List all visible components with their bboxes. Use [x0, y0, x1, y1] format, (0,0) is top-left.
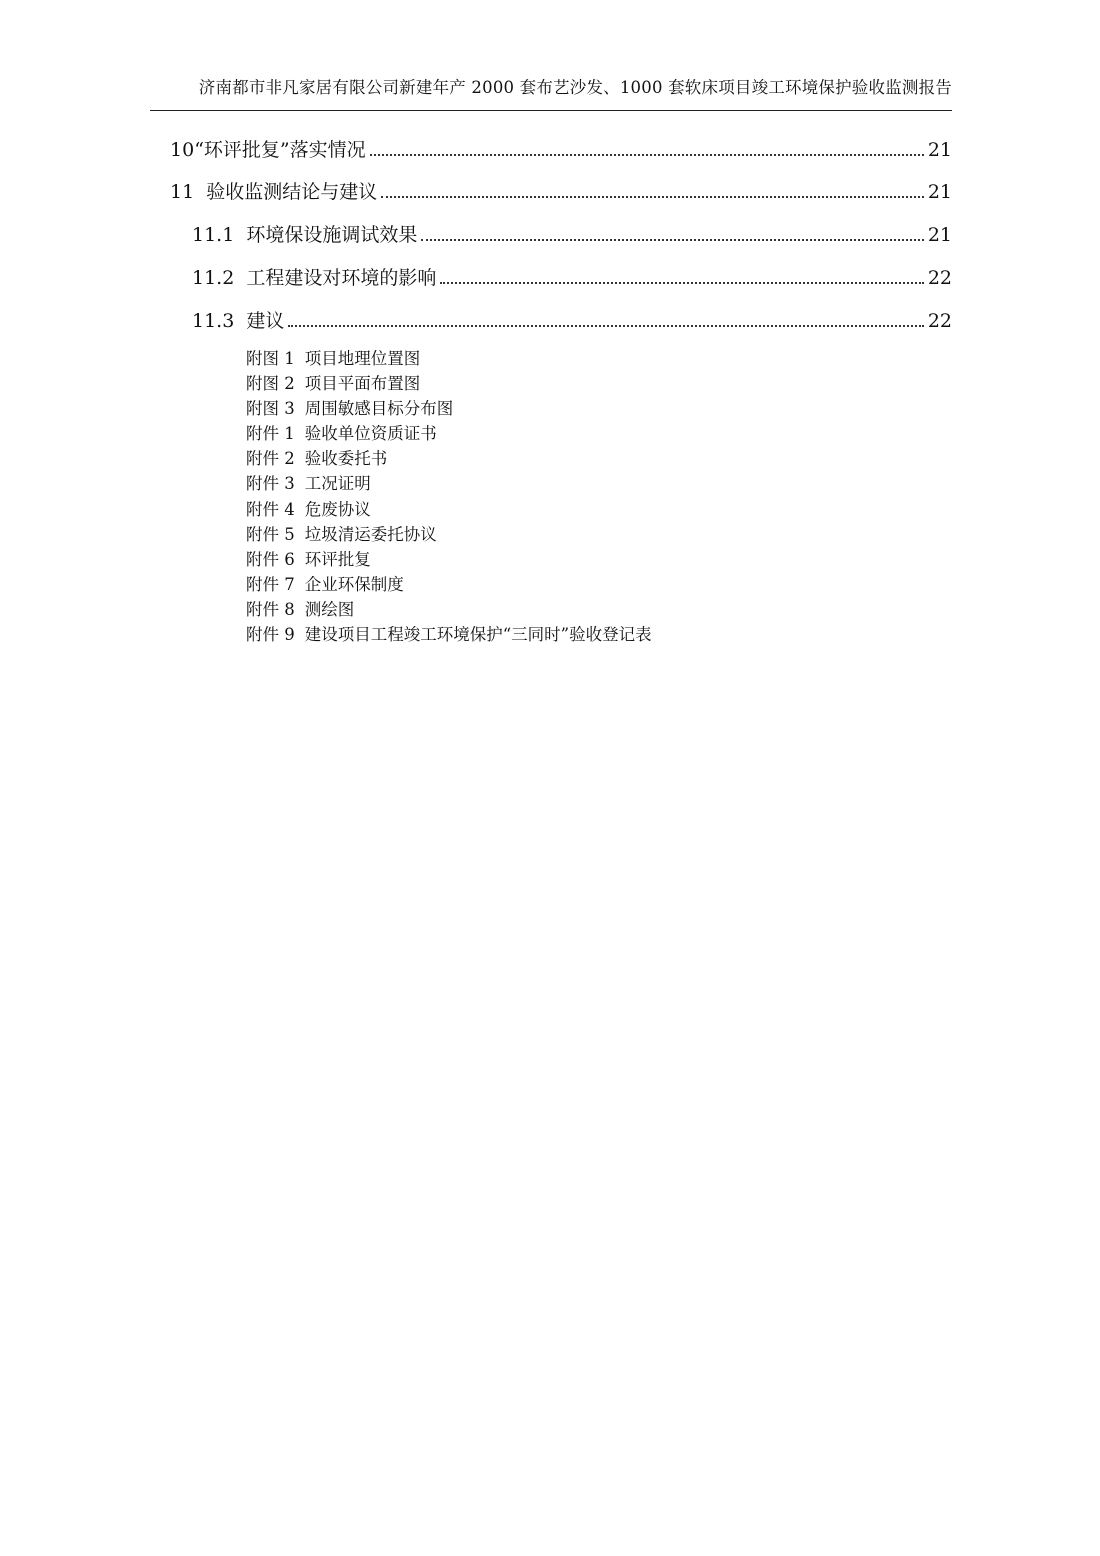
appendix-label: 附件 3 — [246, 474, 295, 494]
toc-entry-11-2[interactable] — [192, 263, 952, 293]
toc-leader — [421, 238, 923, 241]
toc-title: 环境保设施调试效果 — [246, 224, 418, 246]
appendix-title: 企业环保制度 — [304, 574, 404, 594]
appendix-label: 附件 7 — [246, 574, 295, 594]
appendix-item — [246, 471, 652, 496]
appendix-label: 附件 8 — [246, 599, 295, 619]
appendix-title: 验收委托书 — [304, 449, 388, 469]
toc-entry-10[interactable] — [170, 135, 952, 165]
toc-page: 22 — [927, 267, 952, 289]
toc-leader — [381, 195, 924, 198]
appendix-title: 垃圾清运委托协议 — [304, 524, 437, 544]
appendix-item — [246, 396, 652, 421]
appendix-label: 附件 6 — [246, 549, 295, 569]
appendix-item — [246, 446, 652, 471]
toc-entry-11[interactable] — [170, 177, 952, 207]
toc-leader — [440, 281, 923, 284]
toc-leader — [288, 324, 923, 327]
appendix-title: 环评批复 — [304, 549, 371, 569]
appendix-title: 项目地理位置图 — [304, 349, 421, 368]
toc-page: 21 — [927, 181, 952, 203]
appendix-list — [246, 346, 652, 647]
toc-leader — [370, 153, 924, 156]
appendix-label: 附图 3 — [246, 399, 295, 419]
appendix-title: 危废协议 — [304, 499, 371, 519]
toc-title: “环评批复”落实情况 — [194, 139, 366, 161]
toc-entry-11-1[interactable] — [192, 220, 952, 250]
appendix-label: 附件 5 — [246, 524, 295, 544]
toc-title: 建议 — [246, 310, 285, 332]
toc-page: 22 — [927, 310, 952, 332]
appendix-item — [246, 371, 652, 396]
toc-number: 11.3 — [192, 310, 235, 332]
appendix-item — [246, 622, 652, 647]
toc-page: 21 — [927, 224, 952, 246]
appendix-title: 项目平面布置图 — [304, 374, 421, 394]
appendix-title: 工况证明 — [304, 474, 371, 494]
appendix-item — [246, 572, 652, 597]
toc-title: 工程建设对环境的影响 — [246, 267, 437, 289]
toc-number: 11 — [170, 181, 195, 203]
appendix-item — [246, 497, 652, 522]
appendix-label: 附件 2 — [246, 449, 295, 469]
appendix-item — [246, 547, 652, 572]
header-rule — [150, 110, 952, 111]
appendix-title: 建设项目工程竣工环境保护“三同时”验收登记表 — [304, 625, 652, 645]
report-header: 济南都市非凡家居有限公司新建年产 2000 套布艺沙发、1000 套软床项目竣工环境保护验收监测报告 — [198, 78, 952, 97]
toc-entry-11-3[interactable] — [192, 306, 952, 336]
appendix-label: 附图 2 — [246, 374, 295, 394]
appendix-label: 附图 1 — [246, 349, 295, 368]
toc-title: 验收监测结论与建议 — [206, 181, 378, 203]
appendix-label: 附件 9 — [246, 625, 295, 645]
appendix-item — [246, 597, 652, 622]
appendix-item — [246, 522, 652, 547]
appendix-item — [246, 421, 652, 446]
toc-number: 10 — [170, 139, 195, 161]
appendix-title: 测绘图 — [304, 599, 355, 619]
toc-number: 11.2 — [192, 267, 235, 289]
appendix-title: 周围敏感目标分布图 — [304, 399, 454, 419]
appendix-item — [246, 346, 652, 371]
toc-page: 21 — [927, 139, 952, 161]
appendix-label: 附件 4 — [246, 499, 295, 519]
appendix-title: 验收单位资质证书 — [304, 424, 437, 444]
appendix-label: 附件 1 — [246, 424, 295, 444]
toc-number: 11.1 — [192, 224, 235, 246]
